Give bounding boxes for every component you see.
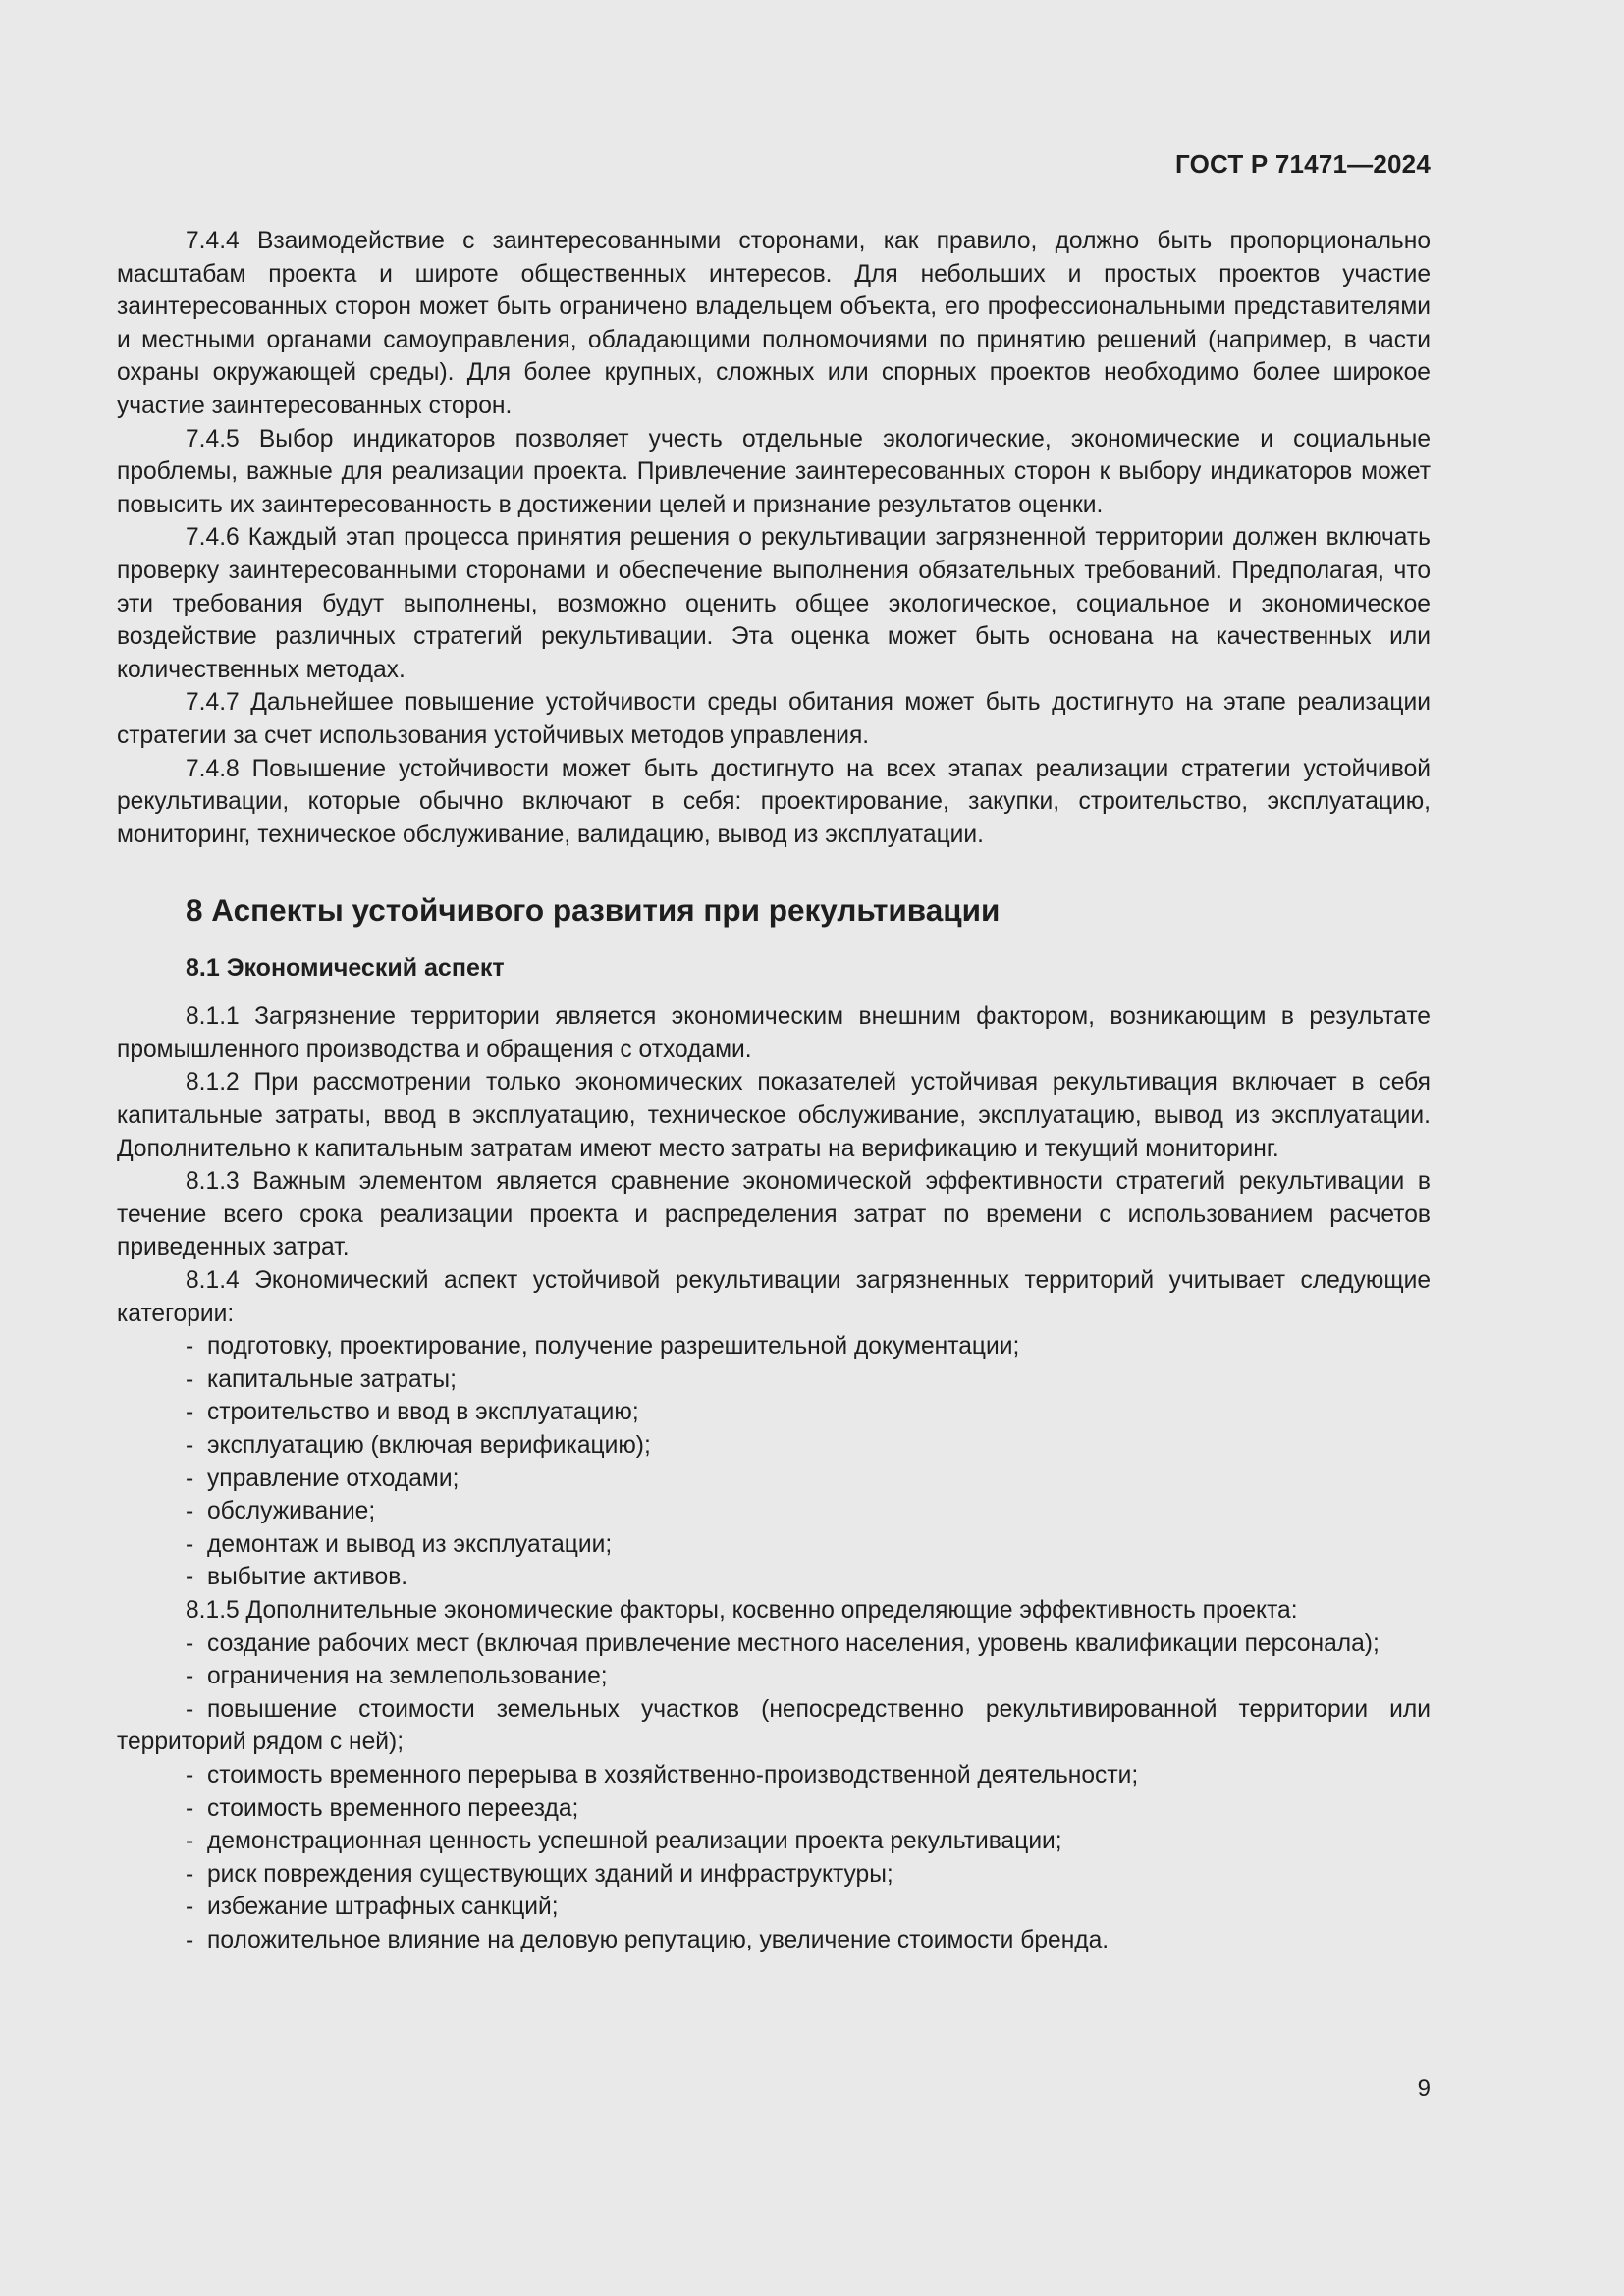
document-page [117, 0, 1431, 2296]
list-8-1-5 [117, 1628, 1431, 1957]
document-id: ГОСТ Р 71471—2024 [1175, 149, 1431, 179]
list-item [117, 1561, 1431, 1594]
dash-marker: - [186, 1564, 194, 1591]
paragraph-8-1-5: 8.1.5 Дополнительные экономические факторы, косвенно определяющие эффективность проекта: [186, 1596, 1298, 1624]
list-item [117, 1891, 1431, 1924]
paragraph-7-4-4: 7.4.4 Взаимодействие с заинтересованными сторонами, как правило, должно быть пропорционально масштабам проекта и широте общественных интересов. Для небольших и простых проектов участие заинтересованных сторон может быть ограничено владельцем объекта, его профессиональными представителями и местными органами самоуправления, обладающими полномочиями по принятию решений (например, в части охраны окружающей среды). Для более крупных, сложных или спорных проектов необходимо более широкое участие заинтересованных сторон. [117, 228, 1431, 419]
paragraph-7-4-6: 7.4.6 Каждый этап процесса принятия решения о рекультивации загрязненной территории должен включать проверку заинтересованными сторонами и обеспечение выполнения обязательных требований. Предполагая, что эти требования будут выполнены, возможно оценить общее экологическое, социальное и экономическое воздействие различных стратегий рекультивации. Эта оценка может быть основана на качественных или количественных методах. [117, 524, 1431, 683]
list-item-text: стоимость временного переезда; [207, 1794, 579, 1822]
list-item [117, 1660, 1431, 1693]
list-item-text: выбытие активов. [207, 1564, 408, 1591]
list-item [117, 1463, 1431, 1496]
list-item [117, 1924, 1431, 1957]
list-item-text: управление отходами; [207, 1465, 460, 1492]
list-item-text: стоимость временного перерыва в хозяйственно-производственной деятельности; [207, 1761, 1139, 1789]
list-item [117, 1759, 1431, 1792]
list-item-text: риск повреждения существующих зданий и инфраструктуры; [207, 1860, 893, 1888]
list-item-text: демонстрационная ценность успешной реализации проекта рекультивации; [207, 1828, 1062, 1855]
list-item [117, 1429, 1431, 1463]
page-content [117, 225, 1431, 1957]
list-item [117, 1693, 1431, 1759]
list-item-text: обслуживание; [207, 1498, 376, 1525]
list-item-text: капитальные затраты; [207, 1365, 457, 1393]
dash-marker: - [186, 1432, 194, 1459]
list-item [117, 1396, 1431, 1429]
dash-marker: - [186, 1761, 194, 1789]
dash-marker: - [186, 1663, 194, 1690]
dash-marker: - [186, 1333, 194, 1361]
list-item-text: эксплуатацию (включая верификацию); [207, 1432, 651, 1459]
dash-marker: - [186, 1860, 194, 1888]
list-item [117, 1858, 1431, 1892]
dash-marker: - [186, 1629, 194, 1657]
dash-marker: - [186, 1828, 194, 1855]
paragraph-8-1-4: 8.1.4 Экономический аспект устойчивой рекультивации загрязненных территорий учитывает следующие категории: [117, 1267, 1431, 1327]
list-item-text: создание рабочих мест (включая привлечение местного населения, уровень квалификации персонала); [207, 1629, 1380, 1657]
dash-marker: - [186, 1894, 194, 1921]
dash-marker: - [186, 1498, 194, 1525]
paragraph-7-4-7: 7.4.7 Дальнейшее повышение устойчивости среды обитания может быть достигнуто на этапе реализации стратегии за счет использования устойчивых методов управления. [117, 689, 1431, 749]
list-item-text: строительство и ввод в эксплуатацию; [207, 1399, 639, 1426]
section-8-heading: 8 Аспекты устойчивого развития при рекультивации [186, 892, 1001, 929]
paragraph-8-1-3: 8.1.3 Важным элементом является сравнение экономической эффективности стратегий рекультивации в течение всего срока реализации проекта и распределения затрат по времени с использованием расчетов приведенных затрат. [117, 1168, 1431, 1261]
paragraph-8-1-1: 8.1.1 Загрязнение территории является экономическим внешним фактором, возникающим в результате промышленного производства и обращения с отходами. [117, 1003, 1431, 1063]
list-item-text: подготовку, проектирование, получение разрешительной документации; [207, 1333, 1020, 1361]
page-number: 9 [1417, 2075, 1431, 2102]
list-item [117, 1363, 1431, 1397]
list-item-text: положительное влияние на деловую репутацию, увеличение стоимости бренда. [207, 1926, 1110, 1953]
list-item-text: ограничения на землепользование; [207, 1663, 608, 1690]
dash-marker: - [186, 1794, 194, 1822]
dash-marker: - [186, 1465, 194, 1492]
paragraph-7-4-5: 7.4.5 Выбор индикаторов позволяет учесть отдельные экологические, экономические и социальные проблемы, важные для реализации проекта. Привлечение заинтересованных сторон к выбору индикаторов может повысить их заинтересованность в достижении целей и признание результатов оценки. [117, 425, 1431, 518]
subsection-8-1-heading: 8.1 Экономический аспект [186, 954, 505, 983]
dash-marker: - [186, 1399, 194, 1426]
list-item [117, 1528, 1431, 1562]
list-item [117, 1792, 1431, 1826]
list-8-1-4 [117, 1330, 1431, 1594]
dash-marker: - [186, 1530, 194, 1558]
list-item [117, 1628, 1431, 1661]
list-item [117, 1330, 1431, 1363]
list-item-text: повышение стоимости земельных участков (непосредственно рекультивированной территории или территорий рядом с ней); [117, 1695, 1431, 1756]
paragraph-7-4-8: 7.4.8 Повышение устойчивости может быть достигнуто на всех этапах реализации стратегии устойчивой рекультивации, которые обычно включают в себя: проектирование, закупки, строительство, эксплуатацию, мониторинг, техническое обслуживание, валидацию, вывод из эксплуатации. [117, 755, 1431, 848]
list-item [117, 1495, 1431, 1528]
dash-marker: - [186, 1926, 194, 1953]
dash-marker: - [186, 1695, 194, 1723]
dash-marker: - [186, 1365, 194, 1393]
list-item [117, 1825, 1431, 1858]
list-item-text: избежание штрафных санкций; [207, 1894, 559, 1921]
list-item-text: демонтаж и вывод из эксплуатации; [207, 1530, 613, 1558]
paragraph-8-1-2: 8.1.2 При рассмотрении только экономических показателей устойчивая рекультивация включает в себя капитальные затраты, ввод в эксплуатацию, техническое обслуживание, эксплуатацию, вывод из эксплуатации. Дополнительно к капитальным затратам имеют место затраты на верификацию и текущий мониторинг. [117, 1069, 1431, 1162]
